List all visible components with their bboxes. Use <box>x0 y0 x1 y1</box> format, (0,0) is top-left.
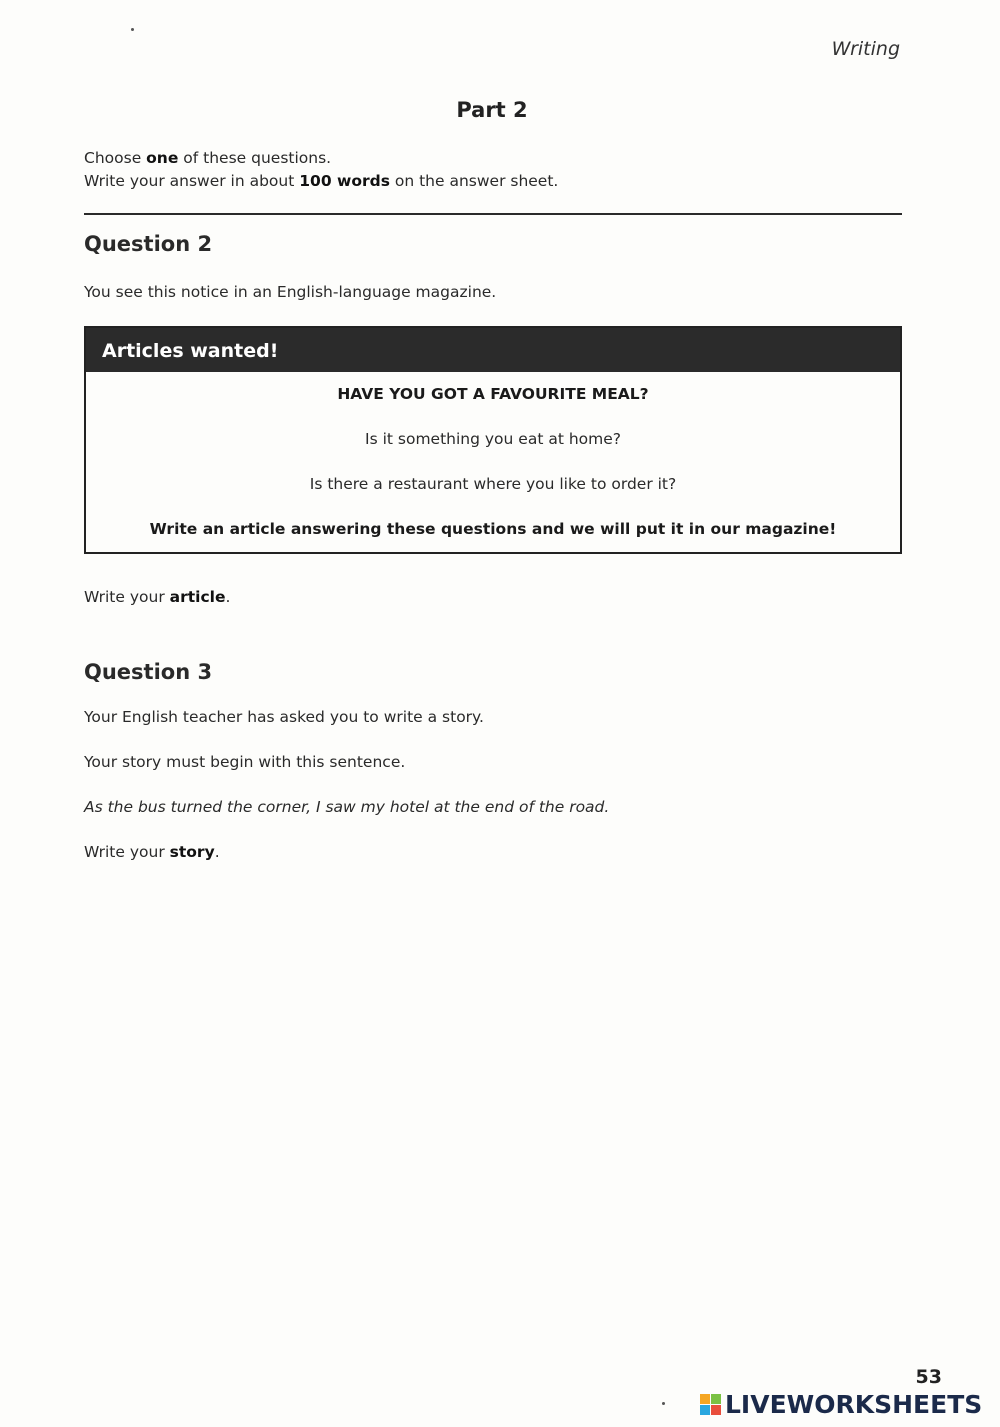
instruction-word-count: 100 words <box>299 172 390 190</box>
instruction-choose-emphasis: one <box>146 149 179 167</box>
notice-line-home: Is it something you eat at home? <box>365 430 621 448</box>
section-divider <box>84 213 902 215</box>
question-2-task: Write your article. <box>84 588 231 606</box>
notice-call-to-action: Write an article answering these questions and we will put it in our magazine! <box>149 520 837 538</box>
liveworksheets-logo-text: LIVEWORKSHEETS <box>725 1390 983 1419</box>
question-3-title: Question 3 <box>84 660 213 684</box>
question-3-task: Write your story. <box>84 843 220 861</box>
notice-line-restaurant: Is there a restaurant where you like to order it? <box>309 475 677 493</box>
question-3-line-2: Your story must begin with this sentence. <box>84 753 406 771</box>
scan-speck <box>131 28 134 31</box>
question-2-task-type: article <box>169 588 226 606</box>
instruction-write: Write your answer in about 100 words on the answer sheet. <box>84 172 559 190</box>
notice-box <box>84 326 902 554</box>
notice-heading: Articles wanted! <box>86 328 900 372</box>
part-title: Part 2 <box>456 98 528 122</box>
notice-headline: HAVE YOU GOT A FAVOURITE MEAL? <box>337 385 649 403</box>
question-2-intro: You see this notice in an English-language magazine. <box>84 283 497 301</box>
scan-speck-footer <box>662 1402 665 1405</box>
section-header: Writing <box>831 38 900 60</box>
instruction-choose: Choose one of these questions. <box>84 149 332 167</box>
liveworksheets-logo[interactable] <box>700 1390 982 1419</box>
question-3-opening-sentence: As the bus turned the corner, I saw my hotel at the end of the road. <box>84 798 610 816</box>
question-3-line-1: Your English teacher has asked you to write a story. <box>84 708 484 726</box>
liveworksheets-logo-icon <box>700 1394 721 1415</box>
question-2-title: Question 2 <box>84 232 213 256</box>
question-3-task-type: story <box>169 843 215 861</box>
page-number: 53 <box>915 1366 942 1388</box>
